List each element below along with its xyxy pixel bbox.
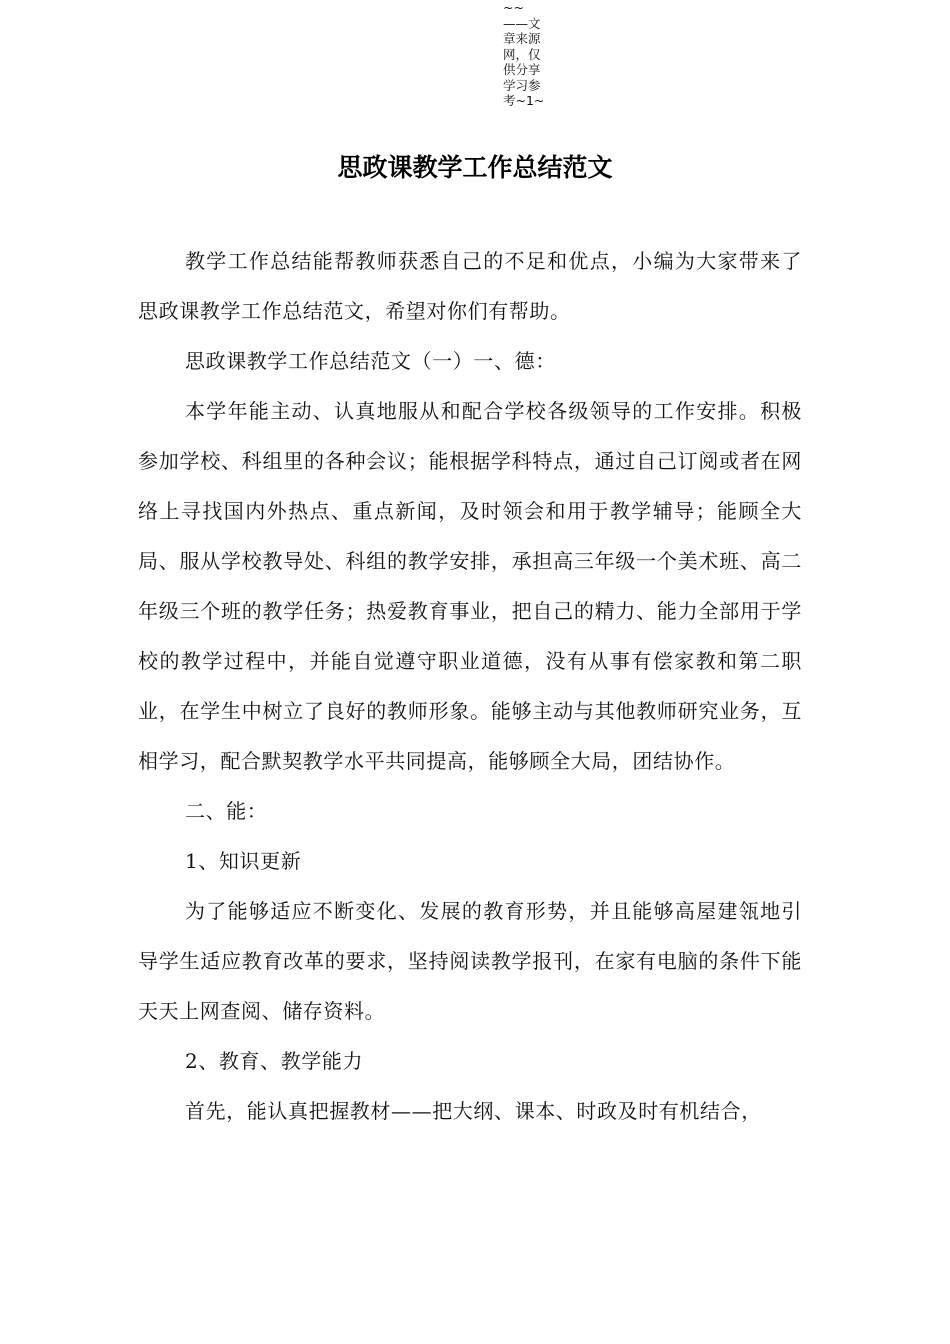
- paragraph-heading-neng: 二、能：: [185, 799, 268, 823]
- paragraph-heading-de: 思政课教学工作总结范文（一）一、德：: [185, 349, 556, 373]
- source-note-line: 考~1~: [503, 93, 545, 108]
- source-note-line: ——文: [503, 15, 541, 31]
- paragraph-intro: 教学工作总结能帮教师获悉自己的不足和优点，小编为大家带来了思政课教学工作总结范文，希望对你们有帮助。: [138, 249, 802, 323]
- paragraph-subheading-teaching: 2、教育、教学能力: [185, 1049, 364, 1073]
- paragraph-de-content: 本学年能主动、认真地服从和配合学校各级领导的工作安排。积极参加学校、科组里的各种会议；能根据学科特点，通过自己订阅或者在网络上寻找国内外热点、重点新闻，及时领会和用于教学辅导；能顾全大局、服从学校教导处、科组的教学安排，承担高三年级一个美术班、高二年级三个班的教学任务；热爱教育事业，把自己的精力、能力全部用于学校的教学过程中，并能自觉遵守职业道德，没有从事有偿家教和第二职业，在学生中树立了良好的教师形象。能够主动与其他教师研究业务，互相学习，配合默契教学水平共同提高，能够顾全大局，团结协作。: [138, 399, 802, 773]
- source-note-line: 供分享: [503, 62, 541, 77]
- paragraph-teaching-content: 首先，能认真把握教材——把大纲、课本、时政及时有机结合，: [185, 1099, 762, 1123]
- source-note-line: 章来源: [503, 31, 541, 46]
- paragraph-knowledge-content: 为了能够适应不断变化、发展的教育形势，并且能够高屋建瓴地引导学生适应教育改革的要求，坚持阅读教学报刊，在家有电脑的条件下能天天上网查阅、储存资料。: [138, 899, 802, 1023]
- document-title: 思政课教学工作总结范文: [337, 153, 613, 182]
- paragraph-subheading-knowledge: 1、知识更新: [185, 849, 302, 873]
- source-note-line: ~~: [503, 0, 524, 15]
- document-body: [138, 236, 802, 1136]
- source-note-line: 学习参: [503, 77, 541, 93]
- source-note: [503, 0, 553, 109]
- source-note-line: 网，仅: [503, 46, 541, 62]
